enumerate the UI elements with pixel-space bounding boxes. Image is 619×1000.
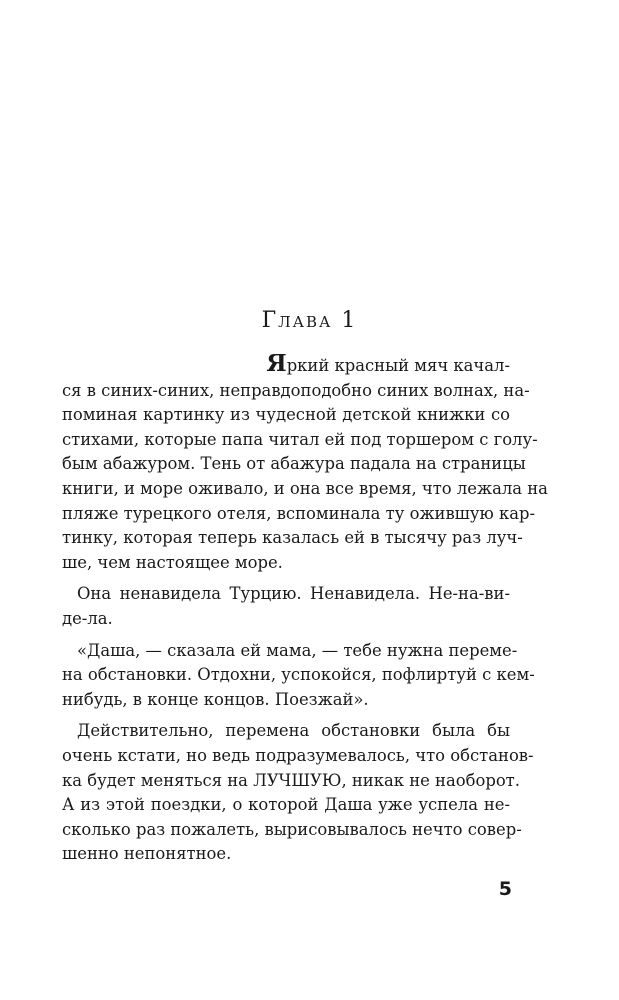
text-line: нибудь, в конце концов. Поезжай». xyxy=(62,689,369,709)
drop-cap: Я xyxy=(266,350,287,377)
text-line: бым абажуром. Тень от абажура падала на страницы xyxy=(62,454,526,474)
text-line: ся в синих-синих, неправдоподобно синих волнах, на- xyxy=(62,380,530,400)
text-line: ка будет меняться на ЛУЧШУЮ, никак не наоборот. xyxy=(62,770,520,790)
text-line: Действительно, перемена обстановки была бы xyxy=(77,721,510,741)
text-line: книги, и море оживало, и она все время, что лежала на xyxy=(62,478,548,498)
text-line: шенно непонятное. xyxy=(62,844,232,864)
text-line: ше, чем настоящее море. xyxy=(62,552,283,572)
body-text xyxy=(62,350,548,867)
text-line: на обстановки. Отдохни, успокойся, пофлиртуй с кем- xyxy=(62,665,535,685)
text-line: поминая картинку из чудесной детской книжки со xyxy=(62,405,510,425)
text-line: сколько раз пожалеть, вырисовывалось нечто совер- xyxy=(62,819,522,839)
text-line: пляже турецкого отеля, вспоминала ту ожившую кар- xyxy=(62,503,536,523)
chapter-title xyxy=(0,308,619,333)
chapter-word: Глава xyxy=(261,308,333,333)
text-line: де-ла. xyxy=(62,608,113,628)
text-line: А из этой поездки, о которой Даша уже успела не- xyxy=(62,795,510,815)
text-line: «Даша, — сказала ей мама, — тебе нужна переме- xyxy=(77,640,518,660)
page-number: 5 xyxy=(498,878,512,900)
text-line: Она ненавидела Турцию. Ненавидела. Не-на-ви- xyxy=(77,584,510,604)
text-line: Яркий красный мяч качал- xyxy=(266,350,510,377)
text-line: стихами, которые папа читал ей под торшером с голу- xyxy=(62,429,538,449)
text-line: тинку, которая теперь казалась ей в тысячу раз луч- xyxy=(62,528,523,548)
chapter-number: 1 xyxy=(341,308,358,333)
text-line: очень кстати, но ведь подразумевалось, что обстанов- xyxy=(62,745,534,765)
